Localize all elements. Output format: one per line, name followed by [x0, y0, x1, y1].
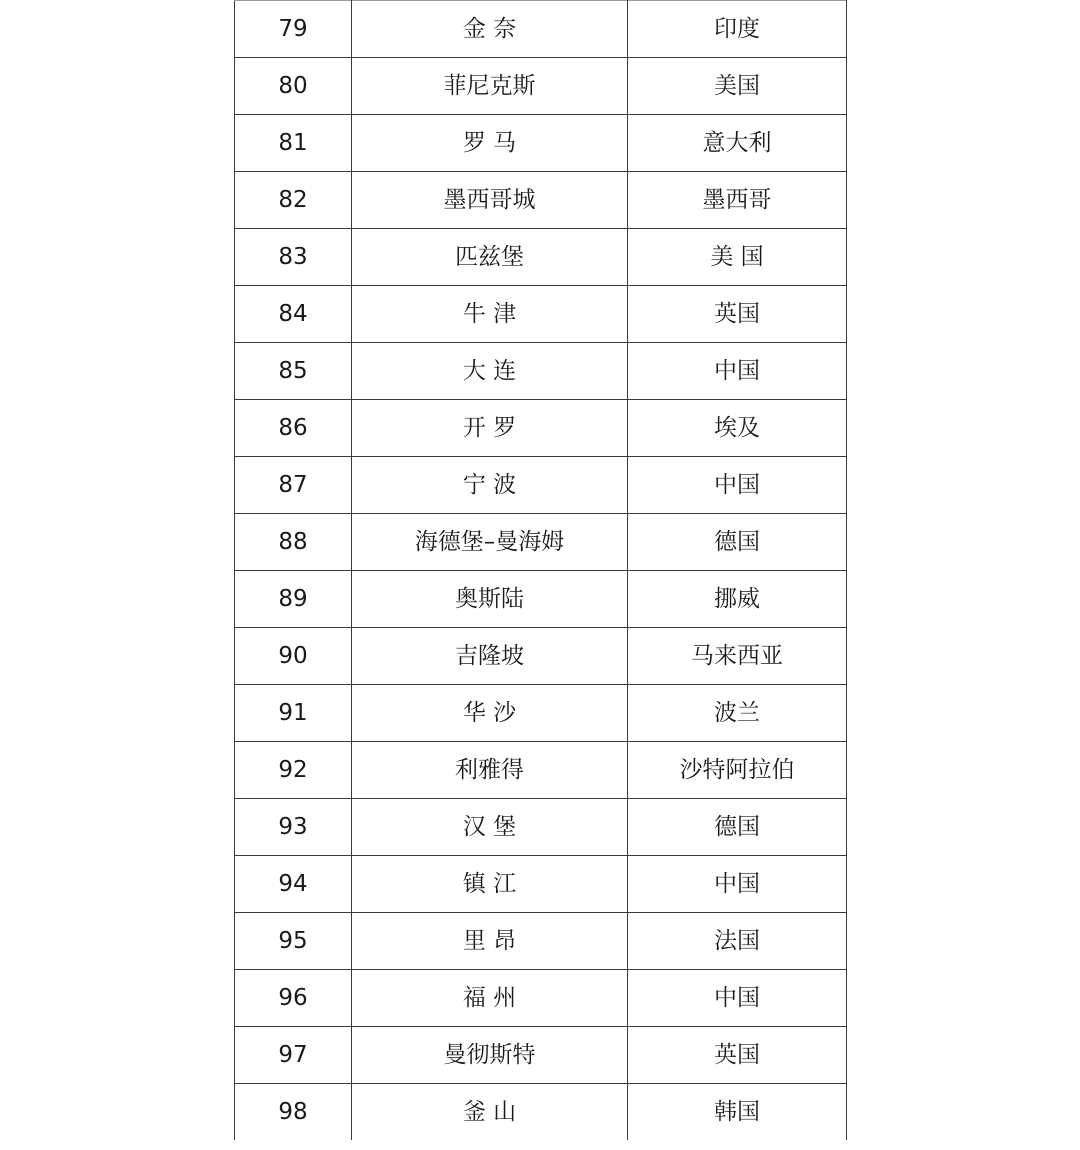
rank-cell: 93 [235, 799, 352, 856]
rank-cell: 91 [235, 685, 352, 742]
rank-cell: 96 [235, 970, 352, 1027]
city-cell: 牛 津 [352, 286, 628, 343]
country-cell: 美 国 [628, 229, 847, 286]
table-row [235, 1, 847, 58]
city-cell: 菲尼克斯 [352, 58, 628, 115]
country-cell: 中国 [628, 343, 847, 400]
table-row [235, 115, 847, 172]
city-cell: 罗 马 [352, 115, 628, 172]
rank-cell: 89 [235, 571, 352, 628]
table-row [235, 286, 847, 343]
city-cell: 宁 波 [352, 457, 628, 514]
country-cell: 意大利 [628, 115, 847, 172]
country-cell: 美国 [628, 58, 847, 115]
table-row [235, 685, 847, 742]
rank-cell: 98 [235, 1084, 352, 1141]
table-row [235, 58, 847, 115]
country-cell: 德国 [628, 514, 847, 571]
table-row [235, 628, 847, 685]
country-cell: 印度 [628, 1, 847, 58]
country-cell: 中国 [628, 856, 847, 913]
city-cell: 里 昂 [352, 913, 628, 970]
rank-cell: 80 [235, 58, 352, 115]
city-cell: 汉 堡 [352, 799, 628, 856]
city-cell: 曼彻斯特 [352, 1027, 628, 1084]
city-cell: 吉隆坡 [352, 628, 628, 685]
rank-cell: 87 [235, 457, 352, 514]
country-cell: 墨西哥 [628, 172, 847, 229]
rank-cell: 88 [235, 514, 352, 571]
rank-cell: 97 [235, 1027, 352, 1084]
table-row [235, 457, 847, 514]
rank-cell: 83 [235, 229, 352, 286]
rank-cell: 92 [235, 742, 352, 799]
table-row [235, 742, 847, 799]
city-cell: 釜 山 [352, 1084, 628, 1141]
country-cell: 挪威 [628, 571, 847, 628]
country-cell: 埃及 [628, 400, 847, 457]
city-cell: 福 州 [352, 970, 628, 1027]
rank-cell: 81 [235, 115, 352, 172]
country-cell: 韩国 [628, 1084, 847, 1141]
country-cell: 德国 [628, 799, 847, 856]
table-row [235, 343, 847, 400]
table-row [235, 400, 847, 457]
table-row [235, 1027, 847, 1084]
rank-cell: 94 [235, 856, 352, 913]
city-cell: 开 罗 [352, 400, 628, 457]
rank-cell: 85 [235, 343, 352, 400]
city-cell: 奥斯陆 [352, 571, 628, 628]
city-cell: 大 连 [352, 343, 628, 400]
rank-cell: 82 [235, 172, 352, 229]
table-row [235, 913, 847, 970]
table-row [235, 229, 847, 286]
country-cell: 英国 [628, 286, 847, 343]
rank-cell: 90 [235, 628, 352, 685]
table-row [235, 514, 847, 571]
city-cell: 利雅得 [352, 742, 628, 799]
country-cell: 马来西亚 [628, 628, 847, 685]
city-cell: 匹兹堡 [352, 229, 628, 286]
table-row [235, 571, 847, 628]
rank-cell: 79 [235, 1, 352, 58]
table-row [235, 1084, 847, 1141]
city-cell: 华 沙 [352, 685, 628, 742]
table-row [235, 970, 847, 1027]
table-row [235, 856, 847, 913]
country-cell: 法国 [628, 913, 847, 970]
city-cell: 镇 江 [352, 856, 628, 913]
table-row [235, 799, 847, 856]
city-cell: 金 奈 [352, 1, 628, 58]
country-cell: 沙特阿拉伯 [628, 742, 847, 799]
rank-cell: 95 [235, 913, 352, 970]
country-cell: 波兰 [628, 685, 847, 742]
rank-cell: 84 [235, 286, 352, 343]
country-cell: 英国 [628, 1027, 847, 1084]
city-cell: 海德堡–曼海姆 [352, 514, 628, 571]
city-cell: 墨西哥城 [352, 172, 628, 229]
ranking-table [234, 0, 847, 1140]
country-cell: 中国 [628, 970, 847, 1027]
table-row [235, 172, 847, 229]
country-cell: 中国 [628, 457, 847, 514]
rank-cell: 86 [235, 400, 352, 457]
ranking-table-body [235, 1, 847, 1141]
